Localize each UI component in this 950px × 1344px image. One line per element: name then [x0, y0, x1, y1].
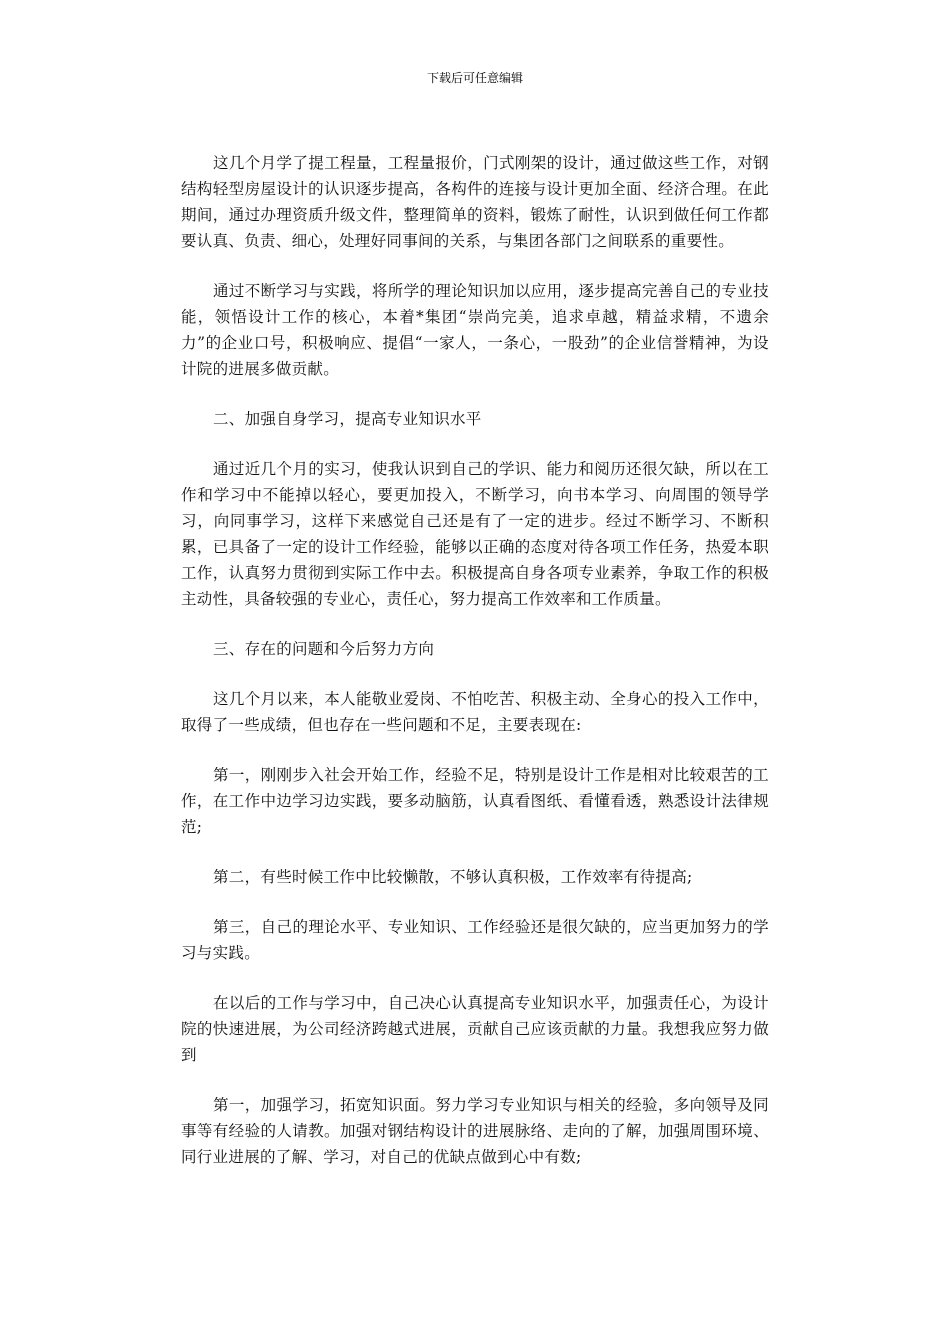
- section-heading-2: 二、加强自身学习，提高专业知识水平: [213, 410, 482, 428]
- paragraph-future-intro: 在以后的工作与学习中，自己决心认真提高专业知识水平，加强责任心，为设计院的快速进展，为公司经济跨越式进展，贡献自己应该贡献的力量。我想我应努力做到: [181, 994, 769, 1064]
- document-body: [181, 150, 769, 1194]
- paragraph-work-summary: 这几个月学了提工程量，工程量报价，门式刚架的设计，通过做这些工作，对钢结构轻型房屋设计的认识逐步提高，各构件的连接与设计更加全面、经济合理。在此期间，通过办理资质升级文件，整理简单的资料，锻炼了耐性，认识到做任何工作都要认真、负责、细心，处理好同事间的关系，与集团各部门之间联系的重要性。: [181, 154, 769, 250]
- paragraph-future-1: 第一，加强学习，拓宽知识面。努力学习专业知识与相关的经验，多向领导及同事等有经验的人请教。加强对钢结构设计的进展脉络、走向的了解，加强周围环境、同行业进展的了解、学习，对自己的优缺点做到心中有数;: [181, 1096, 769, 1166]
- paragraph-practice: 通过不断学习与实践，将所学的理论知识加以应用，逐步提高完善自己的专业技能，领悟设计工作的核心，本着*集团“崇尚完美，追求卓越，精益求精，不遗余力”的企业口号，积极响应、提倡“一家人，一条心，一股劲”的企业信誉精神，为设计院的进展多做贡献。: [181, 282, 769, 378]
- paragraph-internship: 通过近几个月的实习，使我认识到自己的学识、能力和阅历还很欠缺，所以在工作和学习中不能掉以轻心，要更加投入，不断学习，向书本学习、向周围的领导学习，向同事学习，这样下来感觉自己还是有了一定的进步。经过不断学习、不断积累，已具备了一定的设计工作经验，能够以正确的态度对待各项工作任务，热爱本职工作，认真努力贯彻到实际工作中去。积极提高自身各项专业素养，争取工作的积极主动性，具备较强的专业心，责任心，努力提高工作效率和工作质量。: [181, 460, 769, 608]
- paragraph-problem-1: 第一，刚刚步入社会开始工作，经验不足，特别是设计工作是相对比较艰苦的工作，在工作中边学习边实践，要多动脑筋，认真看图纸、看懂看透，熟悉设计法律规范;: [181, 766, 769, 836]
- paragraph-problems-intro: 这几个月以来，本人能敬业爱岗、不怕吃苦、积极主动、全身心的投入工作中，取得了一些成绩，但也存在一些问题和不足，主要表现在:: [181, 690, 769, 734]
- page-header-note: 下载后可任意编辑: [426, 71, 523, 85]
- paragraph-problem-3: 第三，自己的理论水平、专业知识、工作经验还是很欠缺的，应当更加努力的学习与实践。: [181, 918, 769, 962]
- paragraph-problem-2: 第二，有些时候工作中比较懒散，不够认真积极，工作效率有待提高;: [213, 868, 693, 886]
- section-heading-3: 三、存在的问题和今后努力方向: [213, 640, 435, 658]
